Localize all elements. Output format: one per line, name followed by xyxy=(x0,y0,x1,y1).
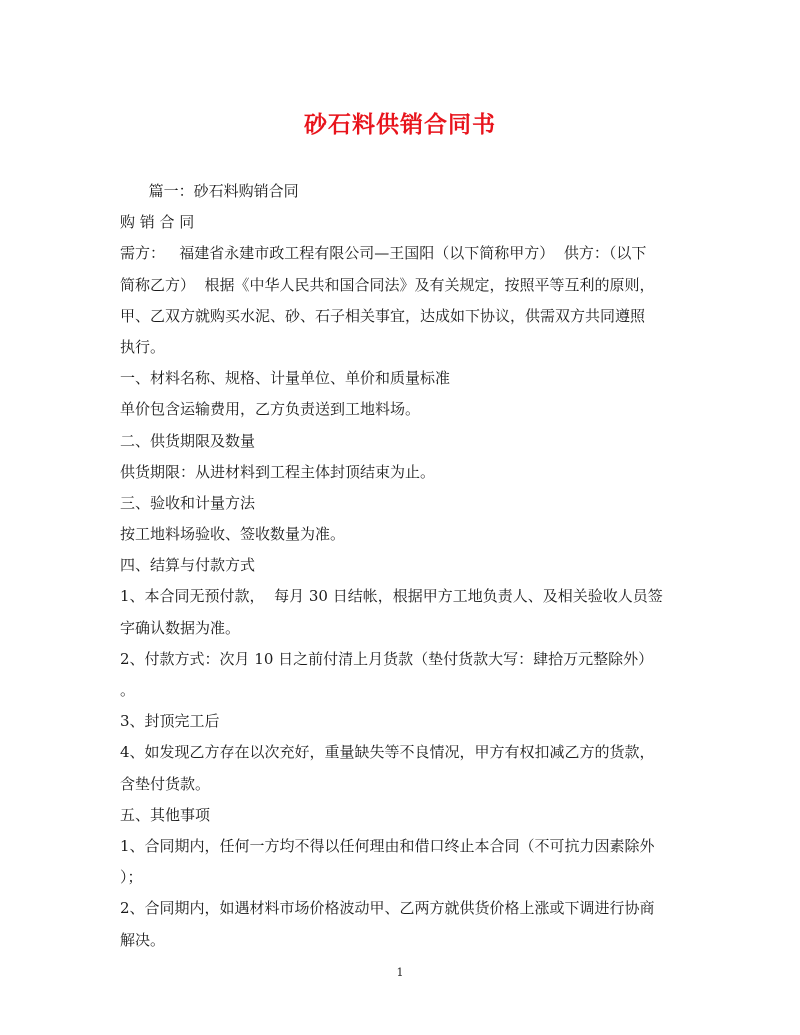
text-line: 字确认数据为准。 xyxy=(120,618,241,637)
section-heading: 四、结算与付款方式 xyxy=(120,556,256,575)
section-heading: 三、验收和计量方法 xyxy=(120,493,256,512)
page-number: 1 xyxy=(396,966,404,979)
text-line: 含垫付货款。 xyxy=(120,774,211,793)
text-line: 执行。 xyxy=(120,337,166,356)
text-line: 按工地料场验收、签收数量为准。 xyxy=(120,525,346,544)
document-title: 砂石料供销合同书 xyxy=(304,112,496,138)
text-line: 购 销 合 同 xyxy=(120,213,195,232)
text-line: 4、如发现乙方存在以次充好，重量缺失等不良情况，甲方有权扣减乙方的货款， xyxy=(120,743,655,762)
section-heading: 五、其他事项 xyxy=(120,805,211,824)
document-body xyxy=(120,176,682,956)
text-line: 单价包含运输费用，乙方负责送到工地料场。 xyxy=(120,400,421,419)
text-line: 解决。 xyxy=(120,930,166,949)
text-line: 需方： 福建省永建市政工程有限公司—王国阳（以下简称甲方） 供方：（以下 xyxy=(120,244,647,263)
text-line: 1、合同期内，任何一方均不得以任何理由和借口终止本合同（不可抗力因素除外 xyxy=(120,836,655,855)
text-line: 1、本合同无预付款， 每月 30 日结帐，根据甲方工地负责人、及相关验收人员签 xyxy=(120,587,663,606)
text-line: 供货期限：从进材料到工程主体封顶结束为止。 xyxy=(120,462,436,481)
text-line: ）； xyxy=(120,868,143,887)
text-line: 甲、乙双方就购买水泥、砂、石子相关事宜，达成如下协议，供需双方共同遵照 xyxy=(120,306,646,325)
text-line: 简称乙方） 根据《中华人民共和国合同法》及有关规定，按照平等互利的原则， xyxy=(120,275,655,294)
section-heading: 二、供货期限及数量 xyxy=(120,431,256,450)
text-line: 2、付款方式：次月 10 日之前付清上月货款（垫付货款大写：肆拾万元整除外） xyxy=(120,649,654,668)
text-line: 。 xyxy=(120,681,136,699)
section-heading: 一、材料名称、规格、计量单位、单价和质量标准 xyxy=(120,369,451,388)
text-line: 3、封顶完工后 xyxy=(120,712,220,731)
text-line: 2、合同期内，如遇材料市场价格波动甲、乙两方就供货价格上涨或下调进行协商 xyxy=(120,899,655,918)
text-line: 篇一：砂石料购销合同 xyxy=(120,182,299,200)
